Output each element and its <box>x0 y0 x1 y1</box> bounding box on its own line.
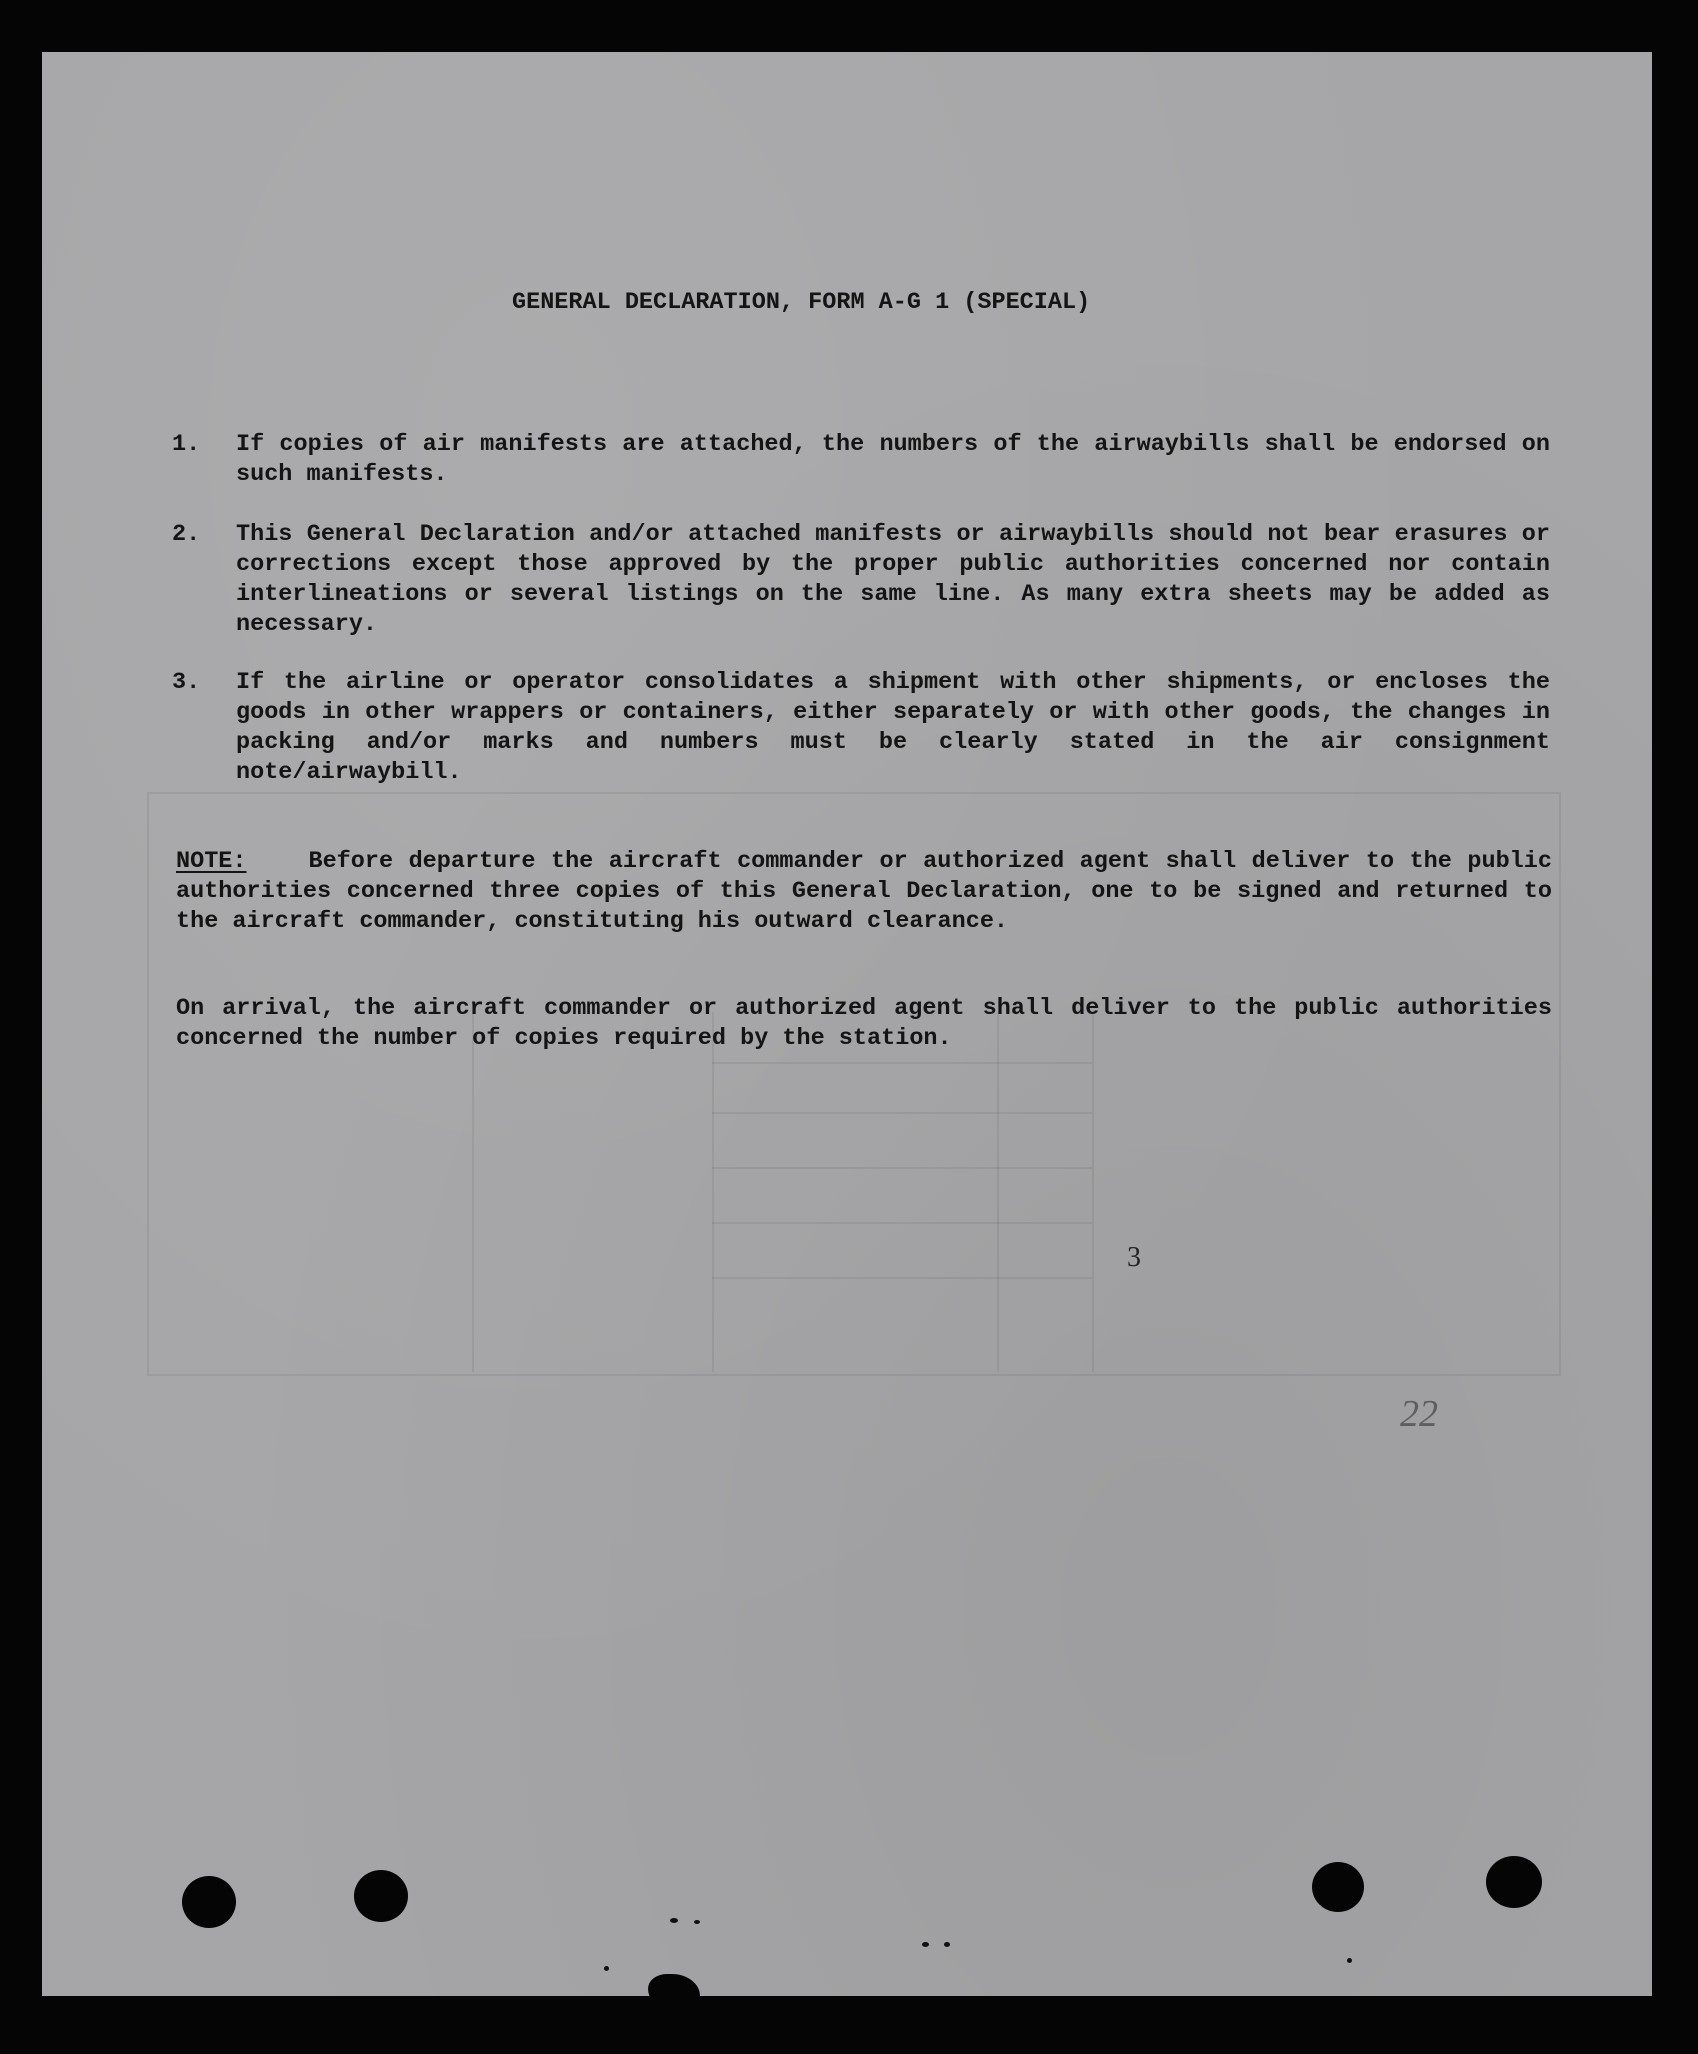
item-number: 3. <box>172 669 201 696</box>
document-page <box>42 52 1652 1996</box>
bleed-through-line <box>472 1012 474 1372</box>
bleed-through-line <box>1092 1012 1094 1372</box>
arrival-paragraph: On arrival, the aircraft commander or authorized agent shall deliver to the public authorities concerned the number of copies required by the station. <box>176 995 1552 1052</box>
bleed-through-line <box>712 1062 1092 1064</box>
punch-hole <box>354 1870 408 1922</box>
note-text: Before departure the aircraft commander or authorized agent shall deliver to the public authorities concerned three copies of this General Declaration, one to be signed and returned to the aircraft commander, constituting his outward clearance. <box>176 848 1552 935</box>
bleed-through-line <box>712 1167 1092 1169</box>
pencil-mark: 22 <box>1400 1393 1438 1435</box>
ink-speck <box>922 1942 929 1947</box>
bleed-through-line <box>712 1277 1092 1279</box>
bleed-through-line <box>712 1222 1092 1224</box>
ink-speck <box>670 1918 678 1923</box>
item-number: 2. <box>172 521 201 548</box>
form-title: GENERAL DECLARATION, FORM A-G 1 (SPECIAL) <box>512 289 1091 316</box>
bleed-through-line <box>997 1012 999 1372</box>
ink-speck <box>694 1920 700 1924</box>
note-label: NOTE: <box>176 848 247 875</box>
ink-speck <box>1347 1958 1352 1963</box>
ink-speck <box>944 1942 950 1947</box>
bleed-through-line <box>712 1012 714 1372</box>
item-text: If the airline or operator consolidates a shipment with other shipments, or encloses the goods in other wrappers or containers, either separately or with other goods, the changes in packing and/or marks and numbers must be clearly stated in the air consignment note/airwaybill. <box>236 669 1550 786</box>
note-paragraph <box>176 847 1552 937</box>
punch-hole <box>1312 1862 1364 1912</box>
item-text: This General Declaration and/or attached manifests or airwaybills should not bear erasures or corrections except those approved by the proper public authorities concerned nor contain interlineations or several listings on the same line. As many extra sheets may be added as necessary. <box>236 521 1550 638</box>
ink-speck <box>604 1966 609 1971</box>
item-text: If copies of air manifests are attached, the numbers of the airwaybills shall be endorsed on such manifests. <box>236 431 1550 488</box>
handwritten-mark: 3 <box>1127 1242 1141 1273</box>
paper-tear <box>648 1974 700 1996</box>
bleed-through-line <box>712 1112 1092 1114</box>
punch-hole <box>1486 1856 1542 1908</box>
punch-hole <box>182 1876 236 1928</box>
item-number: 1. <box>172 431 201 458</box>
